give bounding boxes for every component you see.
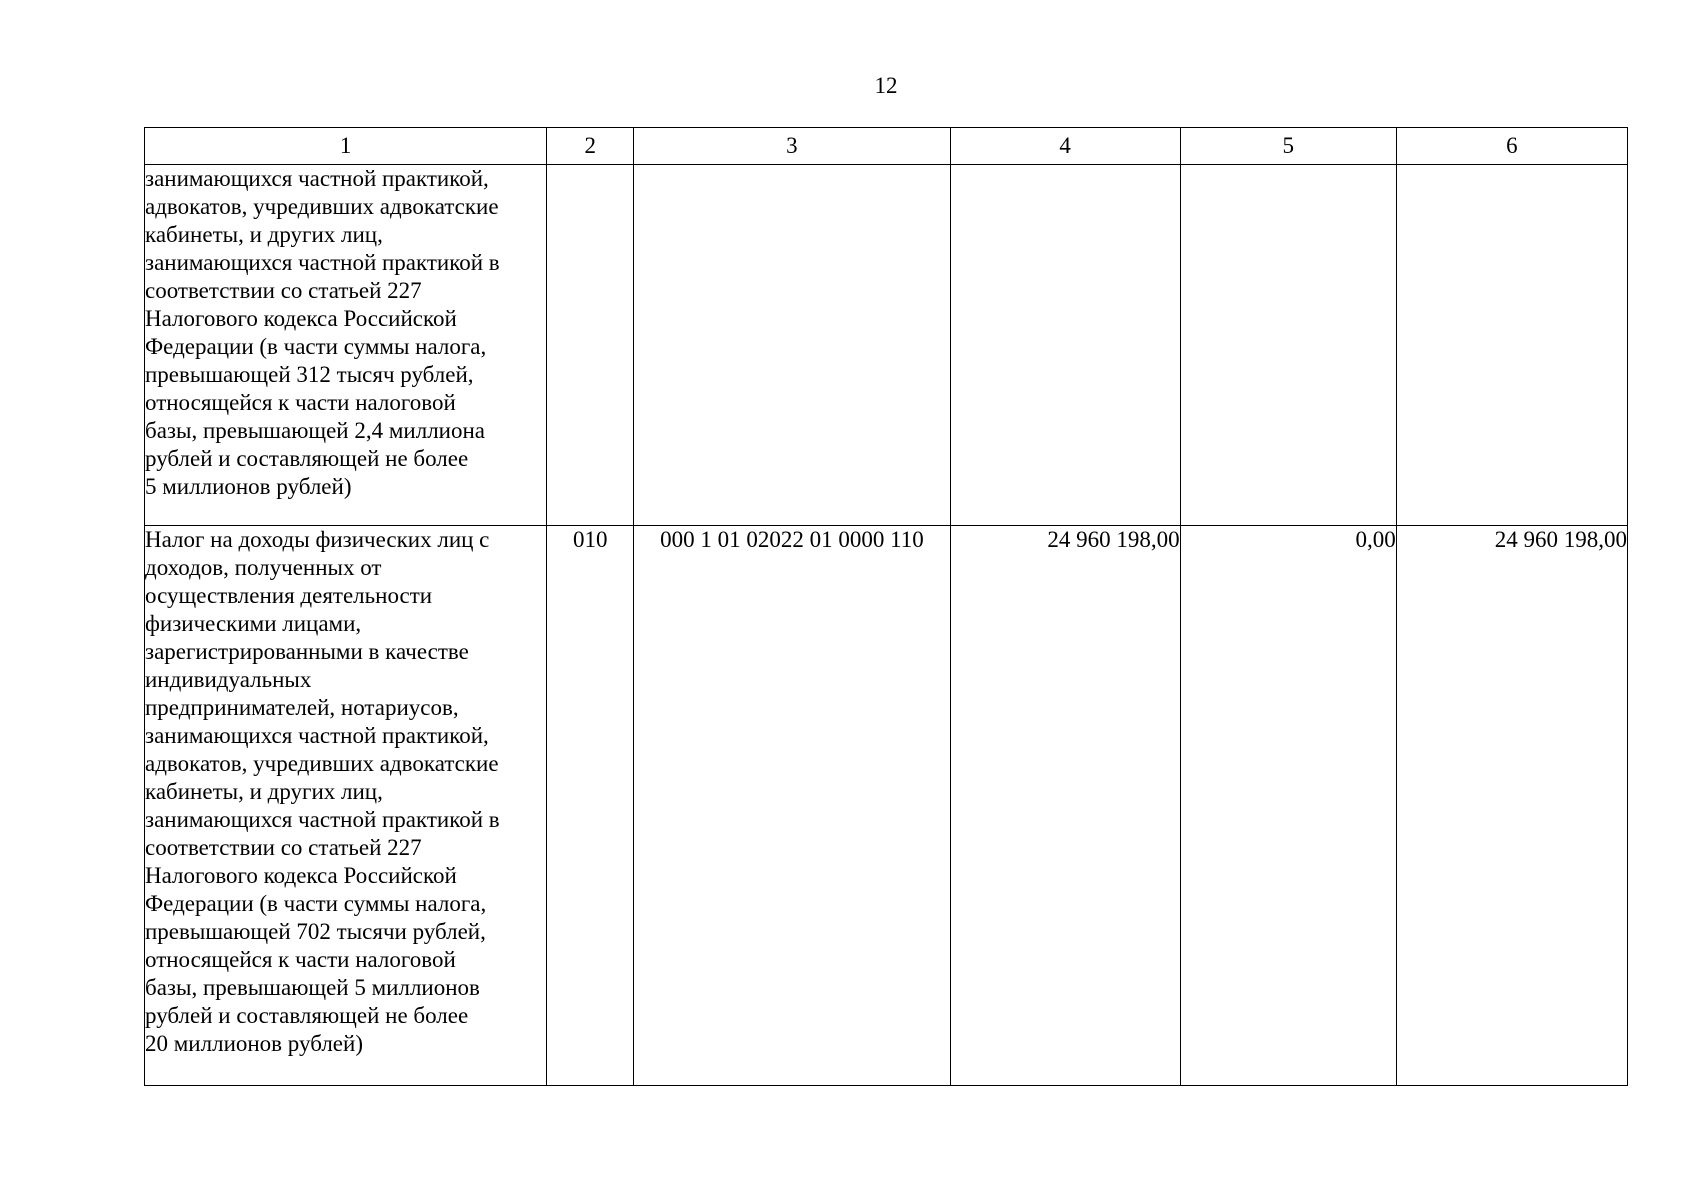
row-col6-value: 24 960 198,00 <box>1396 526 1627 1086</box>
table-row <box>145 165 1628 526</box>
description-line: кабинеты, и других лиц, <box>145 779 383 804</box>
row-description <box>145 526 547 1086</box>
row-budget-code <box>634 165 950 526</box>
description-line: адвокатов, учредивших адвокатские <box>145 194 499 219</box>
table-row <box>145 526 1628 1086</box>
column-header-6: 6 <box>1396 128 1627 165</box>
description-line: занимающихся частной практикой в <box>145 250 500 275</box>
description-line: предпринимателей, нотариусов, <box>145 695 459 720</box>
description-line: 5 миллионов рублей) <box>145 474 352 499</box>
description-line: соответствии со статьей 227 <box>145 835 422 860</box>
row-col4-value: 24 960 198,00 <box>950 526 1180 1086</box>
description-line: превышающей 702 тысячи рублей, <box>145 919 486 944</box>
description-line: рублей и составляющей не более <box>145 1003 469 1028</box>
row-line-code: 010 <box>547 526 634 1086</box>
description-line: 20 миллионов рублей) <box>145 1031 363 1056</box>
description-line: занимающихся частной практикой, <box>145 723 489 748</box>
description-line: кабинеты, и других лиц, <box>145 222 383 247</box>
row-description <box>145 165 547 526</box>
row-col6-value <box>1396 165 1627 526</box>
page-number: 12 <box>874 73 898 98</box>
description-line: базы, превышающей 2,4 миллиона <box>145 418 486 443</box>
column-header-1: 1 <box>145 128 547 165</box>
column-header-2: 2 <box>547 128 634 165</box>
report-table <box>144 127 1628 1086</box>
description-line: занимающихся частной практикой в <box>145 807 500 832</box>
description-line: индивидуальных <box>145 667 312 692</box>
header-row <box>145 128 1628 165</box>
description-line: рублей и составляющей не более <box>145 446 469 471</box>
description-line: Федерации (в части суммы налога, <box>145 334 487 359</box>
column-header-5: 5 <box>1180 128 1396 165</box>
description-line: соответствии со статьей 227 <box>145 278 422 303</box>
description-line: Налогового кодекса Российской <box>145 863 457 888</box>
column-header-4: 4 <box>950 128 1180 165</box>
row-col4-value <box>950 165 1180 526</box>
description-line: относящейся к части налоговой <box>145 390 456 415</box>
description-line: Федерации (в части суммы налога, <box>145 891 487 916</box>
description-line: Налог на доходы физических лиц с <box>145 527 490 552</box>
description-line: зарегистрированными в качестве <box>145 639 469 664</box>
description-line: Налогового кодекса Российской <box>145 306 457 331</box>
description-line: физическими лицами, <box>145 611 362 636</box>
description-line: осуществления деятельности <box>145 583 433 608</box>
row-col5-value: 0,00 <box>1180 526 1396 1086</box>
row-budget-code: 000 1 01 02022 01 0000 110 <box>634 526 950 1086</box>
column-header-3: 3 <box>634 128 950 165</box>
row-line-code <box>547 165 634 526</box>
description-line: занимающихся частной практикой, <box>145 166 489 191</box>
description-line: относящейся к части налоговой <box>145 947 456 972</box>
description-line: превышающей 312 тысяч рублей, <box>145 362 474 387</box>
description-line: доходов, полученных от <box>145 555 382 580</box>
description-line: базы, превышающей 5 миллионов <box>145 975 480 1000</box>
row-col5-value <box>1180 165 1396 526</box>
description-line: адвокатов, учредивших адвокатские <box>145 751 499 776</box>
